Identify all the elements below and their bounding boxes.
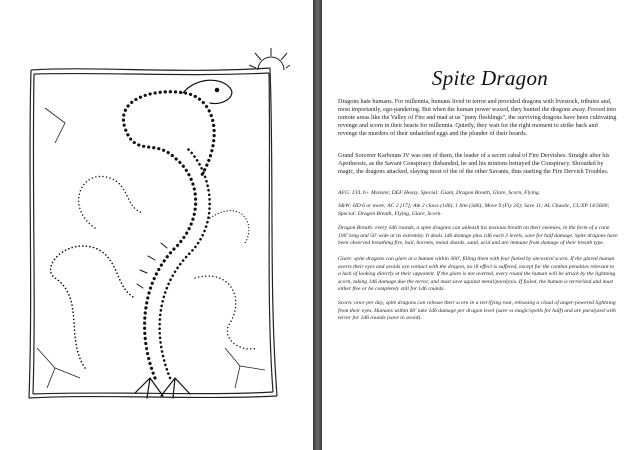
intro-paragraph-2: Grand Sorcerer Karbouns IV was one of them, the leader of a secret cabal of Fire Dervishes. Straight after his Apotheosis, as the Savant Conspiracy disbanded, he and his minions betrayed the Conspiracy. Shrouded by magic, the dragons attacked, slaying most of the of the other Savants, thus starting the Fire Dervish Troubles. xyxy=(338,152,610,176)
stat-line-afg: AFG: LVL 6+ Monster, DEF Heavy. Special: Giant, Dragon Breath, Glare, Scorn, Flying. xyxy=(338,190,541,196)
ability-glare: Glare: spite dragons can glare at a human within 300', filling them with fear fueled by ancestral scorn. If the glared human averts their eyes and avoids eye contact with the dragon, no ill effect is suffered, except for the combat penalties relevant to a lack of looking directly at their opponent. If the glare is not averted, every round the human will be struck by the lightning scorn, taking 1d6 damage due the terror, and must save against metal/paralysis. If failed, the human is terrorized and must either flee or be completely still for 1d6 rounds. xyxy=(338,256,616,293)
illustration-frame xyxy=(29,68,277,398)
dragon-body xyxy=(51,80,257,398)
intro-paragraph-1: Dragons hate humans. For millennia, humans lived in terror and provided dragons with livestock, tributes and, most importantly, ego-pandering. But when the human power waxed, they hunted the dragons away. Forced into remote areas like the Valley of Fire and mad at us "puny fleshlings", the surviving dragons have been cultivating revenge and scorn in their hearts for millennia. Quietly, they wait for the right moment to strike back and revenge the murders of their unhatched eggs and the plunder of their hoards. xyxy=(338,98,617,138)
ability-dragon-breath: Dragon Breath: every 1d6 rounds, a spite dragons can unleash his noxious breath on their enemies, in the form of a cone 100' long and 50' wide at its extremity. It deals 1d6 damage plus 1d6 each 3 levels, save for half damage. Spite dragons have been observed breathing fire, hail, hornets, metal shards, sand, acid and are immune from damage of their breath type. xyxy=(338,225,618,247)
ability-scorn: Scorn: once per day, spite dragons can release their scorn in a terrifying roar, releasing a cloud of anger-powered lightning from their eyes. Humans within 60' take 1d6 damage per dragon level (save vs magic/spells for half) and are paralyzed with terror for 1d6 rounds (save to avoid). xyxy=(338,300,616,322)
sun-icon xyxy=(249,48,290,70)
page-title: Spite Dragon xyxy=(431,66,549,90)
dragon-illustration xyxy=(25,48,290,410)
stat-line-sw: S&W: HD 6 or more; AC 2 [17]; Atk 2 claws (1d6), 1 bite (3d6); Move 9 (Fly 24); Save 11; AL Chaotic, CL/XP 14/2600; Special: Dragon Breath, Flying, Glare, Scorn. xyxy=(338,203,610,217)
book-gutter xyxy=(313,0,322,450)
ground-cracks xyxy=(37,108,265,388)
left-page xyxy=(0,0,313,450)
